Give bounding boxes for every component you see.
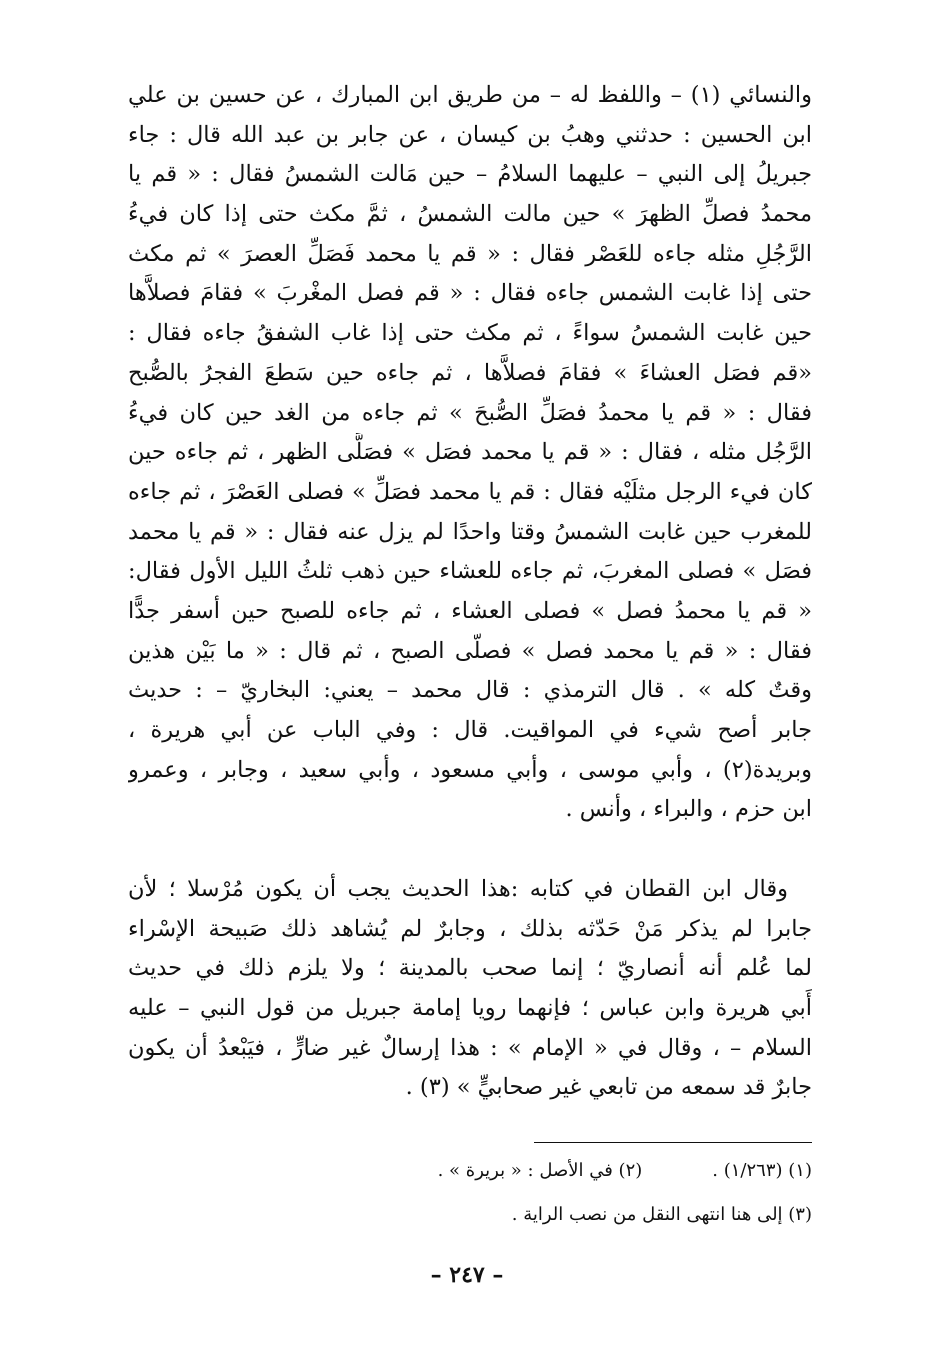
text-line: الرَّجُلِ مثله جاءه للعَصْر فقال : « قم يا محمد فَصَلِّ العصرَ » ثم مكث xyxy=(128,240,812,267)
text-line: محمدُ فصلِّ الظهرَ » حين مالت الشمسُ ، ثمَّ مكث حتى إذا كان فيءُ xyxy=(128,201,812,228)
footnote-1: (١) (١/٢٦٣) . xyxy=(712,1160,812,1181)
text-line: جبريلُ إلى النبي – عليهما السلامُ – حين مَالت الشمسُ فقال : « قم يا xyxy=(128,161,812,188)
text-line: حين غابت الشمسُ سواءً ، ثم مكث حتى إذا غاب الشفقُ جاءه فقال : xyxy=(128,320,812,347)
text-line: للمغرب حين غابت الشمسُ وقتا واحدًا لم يزل عنه فقال : « قم يا محمد xyxy=(128,518,812,545)
text-line: وبريدة(٢) ، وأبي موسى ، وأبي مسعود ، وأبي سعيد ، وجابر ، وعمرو xyxy=(128,756,812,783)
text-line: فصَل » فصلى المغربَ، ثم جاءه للعشاء حين ذهب ثلثُ الليل الأول فقال: xyxy=(128,558,812,585)
footnote-row xyxy=(300,1197,812,1233)
footnote-2: (٢) في الأصل : « بريرة » . xyxy=(437,1160,643,1181)
footnote-3: (٣) إلى هنا انتهى النقل من نصب الراية . xyxy=(511,1204,812,1225)
text-line: وقال ابن القطان في كتابه :هذا الحديث يجب أن يكون مُرْسلا ؛ لأن xyxy=(128,876,788,902)
text-line: فقال : « قم يا محمد فصل » فصلّى الصبح ، ثم قال : « ما بَيْن هذين xyxy=(128,637,812,664)
text-line: السلام – ، وقال في « الإمام » : هذا إرسالٌ غير ضارٍّ ، فيَبْعدُ أن يكون xyxy=(128,1034,812,1061)
text-line: ابن حزم ، والبراء ، وأنس . xyxy=(565,796,812,823)
page-number: – ٢٤٧ – xyxy=(430,1262,504,1288)
text-line: ابن الحسين : حدثني وهبُ بن كيسان ، عن جابر بن عبد الله قال : جاء xyxy=(128,121,812,148)
second-paragraph xyxy=(128,870,812,1108)
text-line: فقال : « قم يا محمدُ فصَلِّ الصُّبحَ » ثم جاءه من الغد حين كان فيءُ xyxy=(128,399,812,426)
text-line: وقتٌ كله » . قال الترمذي : قال محمد – يعني: البخاريّ – : حديث xyxy=(128,677,812,704)
text-line: جابرا لم يذكر مَنْ حَدّثه بذلك ، وجابرٌ لم يُشاهد ذلك صَبيحة الإسْراء xyxy=(128,915,812,942)
text-line: «قم فصَل العشاءَ » فقامَ فصلاَّها ، ثم جاءه حين سَطعَ الفجرُ بالصُّبح xyxy=(128,359,812,386)
text-line: جابرٌ قد سمعه من تابعي غير صحابيٍّ » (٣) . xyxy=(405,1074,812,1101)
text-line: أَبي هريرة وابن عباس ؛ فإنهما رويا إمامة جبريل من قول النبي – عليه xyxy=(128,995,812,1022)
footnote-divider xyxy=(534,1142,812,1143)
text-line: حتى إذا غابت الشمس جاءه فقال : « قم فصل المغْربَ » فقامَ فصلاَّها xyxy=(128,280,812,307)
text-line: جابر أصح شيء في المواقيت. قال : وفي الباب عن أبي هريرة ، xyxy=(128,717,812,743)
main-paragraph xyxy=(128,76,812,830)
text-line: لما عُلم أنه أنصاريّ ؛ إنما صحب بالمدينة ؛ ولا يلزم ذلك في حديث xyxy=(128,955,812,982)
text-line: « قم يا محمدُ فصل » فصلى العشاء ، ثم جاءه للصبح حين أسفر جدًّا xyxy=(128,597,812,624)
text-line: الرَّجُل مثله ، فقال : « قم يا محمد فصَل » فصَلَّى الظهر ، ثم جاءه حين xyxy=(128,439,812,466)
footnote-row xyxy=(300,1153,812,1189)
text-line: والنسائي (١) – واللفظ له – من طريق ابن المبارك ، عن حسين بن علي xyxy=(128,82,812,108)
text-line: كان فيء الرجل مثلَيْه فقال : قم يا محمد فصَلِّ » فصلى العَصْرَ ، ثم جاءه xyxy=(128,478,812,505)
